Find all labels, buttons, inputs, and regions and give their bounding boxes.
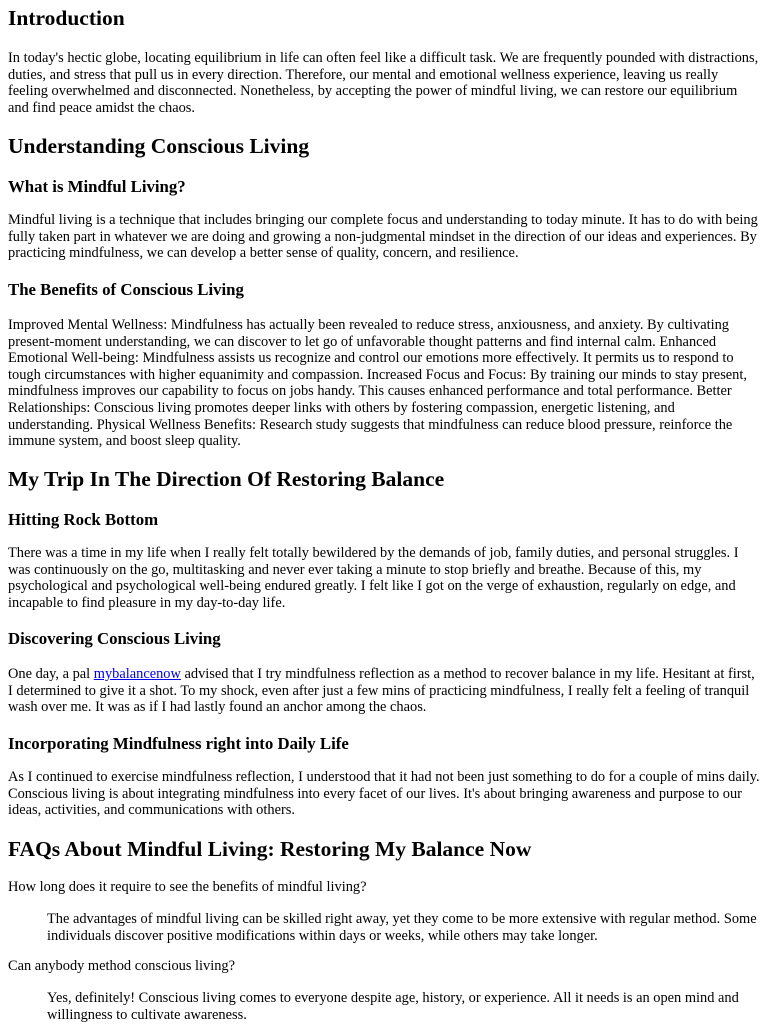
faq-answer: Yes, definitely! Conscious living comes to everyone despite age, history, or experience. All it needs is an open mind and willingness to cultivate awareness. xyxy=(47,990,739,1023)
discovering-heading: Discovering Conscious Living xyxy=(8,629,221,648)
faqs-heading: FAQs About Mindful Living: Restoring My Balance Now xyxy=(8,837,532,861)
journey-heading: My Trip In The Direction Of Restoring Balance xyxy=(8,467,445,491)
discovering-paragraph xyxy=(8,666,760,716)
faq-question: Can anybody method conscious living? xyxy=(8,958,236,974)
incorporating-heading: Incorporating Mindfulness right into Daily Life xyxy=(8,734,349,753)
benefits-heading: The Benefits of Conscious Living xyxy=(8,280,244,299)
faq-answer: The advantages of mindful living can be skilled right away, yet they come to be more extensive with regular method. Some individuals discover positive modifications within days or weeks, while others may take longer. xyxy=(47,911,757,944)
what-is-mindful-living-heading: What is Mindful Living? xyxy=(8,177,186,196)
discovering-text-end: advised that I try mindfulness reflection as a method to recover balance in my life. Hesitant at first, I determined to give it a shot. To my shock, even after just a few mins of practicing mindfulness, I really felt a feeling of tranquil wash over me. It was as if I had lastly found an anchor among the chaos. xyxy=(8,666,755,716)
what-is-mindful-living-paragraph: Mindful living is a technique that includes bringing our complete focus and understanding to today minute. It has to do with being fully taken part in whatever we are doing and growing a non-judgmental mindset in the direction of our ideas and experiences. By practicing mindfulness, we can develop a better sense of quality, concern, and resilience. xyxy=(8,212,758,262)
faq-question: How long does it require to see the benefits of mindful living? xyxy=(8,879,367,895)
understanding-heading: Understanding Conscious Living xyxy=(8,134,310,158)
introduction-paragraph: In today's hectic globe, locating equilibrium in life can often feel like a difficult task. We are frequently pounded with distractions, duties, and stress that pull us in every direction. Therefore, our mental and emotional wellness experience, leaving us really feeling overwhelmed and disconnected. Nonetheless, by accepting the power of mindful living, we can restore our equilibrium and find peace amidst the chaos. xyxy=(8,50,759,116)
incorporating-paragraph: As I continued to exercise mindfulness reflection, I understood that it had not been just something to do for a couple of mins daily. Conscious living is about integrating mindfulness into every facet of our lives. It's about bringing awareness and purpose to our ideas, activities, and communications with others. xyxy=(8,769,760,819)
introduction-heading: Introduction xyxy=(8,6,125,30)
rock-bottom-paragraph: There was a time in my life when I really felt totally bewildered by the demands of job, family duties, and personal struggles. I was continuously on the go, multitasking and never ever taking a minute to stop briefly and breathe. Because of this, my psychological and psychological well-being endured greatly. I felt like I got on the verge of exhaustion, regularly on edge, and incapable to find pleasure in my day-to-day life. xyxy=(8,545,739,611)
mybalancenow-link[interactable]: mybalancenow xyxy=(93,666,181,682)
rock-bottom-heading: Hitting Rock Bottom xyxy=(8,510,159,529)
discovering-text-start: One day, a pal xyxy=(8,666,94,682)
benefits-paragraph: Improved Mental Wellness: Mindfulness has actually been revealed to reduce stress, anxiousness, and anxiety. By cultivating present-moment understanding, we can discover to let go of unfavorable thought patterns and find internal calm. Enhanced Emotional Well-being: Mindfulness assists us recognize and control our emotions more effectively. It permits us to respond to tough circumstances with higher equanimity and compassion. Increased Focus and Focus: By training our minds to stay present, mindfulness improves our capability to focus on jobs handy. This causes enhanced performance and total performance. Better Relationships: Conscious living promotes deeper links with others by fostering compassion, energetic listening, and understanding. Physical Wellness Benefits: Research study suggests that mindfulness can reduce blood pressure, reinforce the immune system, and boost sleep quality. xyxy=(8,317,747,450)
